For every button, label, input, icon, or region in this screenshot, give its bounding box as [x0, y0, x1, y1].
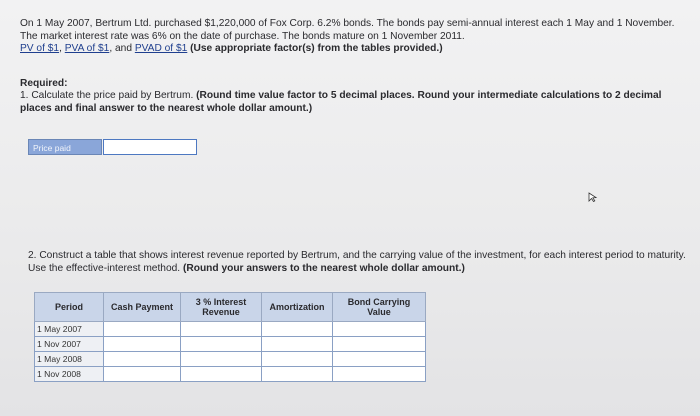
part2-instruction: 2. Construct a table that shows interest revenue reported by Bertrum, and the carrying value of the investment, for each interest period to maturity. Use the effective-interest method. (Round your answers to the nearest whole dollar amount.) — [28, 250, 686, 274]
interest-revenue-input[interactable] — [181, 352, 262, 367]
pva-link[interactable]: PVA of $1 — [64, 43, 110, 54]
header-cash-payment: Cash Payment — [104, 293, 181, 322]
cash-payment-input[interactable] — [104, 367, 181, 382]
cash-payment-input[interactable] — [104, 337, 181, 352]
intro-text: On 1 May 2007, Bertrum Ltd. purchased $1,220,000 of Fox Corp. 6.2% bonds. The bonds pay semi-annual interest each 1 May and 1 November. The market interest rate was 6% on the date of purchase. The bonds mature on 1 November 2011. — [20, 18, 675, 42]
interest-revenue-input[interactable] — [181, 337, 262, 352]
amortization-table — [34, 292, 426, 382]
cash-payment-input[interactable] — [104, 322, 181, 337]
part1-instruction: 1. Calculate the price paid by Bertrum. (Round time value factor to 5 decimal places. Round your intermediate calculations to 2 decimal places and final answer to the nearest whole dollar amount.) — [20, 90, 662, 114]
amortization-input[interactable] — [262, 322, 333, 337]
header-bond-carrying-value: Bond Carrying Value — [333, 293, 426, 322]
header-period: Period — [35, 293, 104, 322]
amortization-input[interactable] — [262, 337, 333, 352]
carrying-value-input[interactable] — [333, 337, 426, 352]
mouse-cursor-icon — [588, 192, 598, 202]
header-amortization: Amortization — [262, 293, 333, 322]
price-paid-row — [28, 139, 197, 157]
carrying-value-input[interactable] — [333, 367, 426, 382]
period-cell: 1 Nov 2008 — [35, 367, 104, 382]
instruction-text: (Use appropriate factor(s) from the tables provided.) — [187, 43, 443, 54]
period-cell: 1 May 2007 — [35, 322, 104, 337]
carrying-value-input[interactable] — [333, 352, 426, 367]
problem-intro: On 1 May 2007, Bertrum Ltd. purchased $1,220,000 of Fox Corp. 6.2% bonds. The bonds pay semi-annual interest each 1 May and 1 November. The market interest rate was 6% on the date of purchase. The bonds mature on 1 November 2011. PV of $1, PVA of $1, and PVAD of $1 (Use appropriate factor(s) from the tables provided.) — [20, 18, 675, 54]
amortization-input[interactable] — [262, 367, 333, 382]
interest-revenue-input[interactable] — [181, 322, 262, 337]
period-cell: 1 Nov 2007 — [35, 337, 104, 352]
price-paid-label: Price paid — [28, 139, 102, 155]
interest-revenue-input[interactable] — [181, 367, 262, 382]
pvad-link[interactable]: PVAD of $1 — [134, 43, 188, 54]
table-header-row — [35, 293, 426, 322]
table-row — [35, 367, 426, 382]
table-row — [35, 322, 426, 337]
cash-payment-input[interactable] — [104, 352, 181, 367]
required-heading: Required: — [20, 78, 68, 89]
carrying-value-input[interactable] — [333, 322, 426, 337]
table-row — [35, 337, 426, 352]
amortization-input[interactable] — [262, 352, 333, 367]
pv-link[interactable]: PV of $1 — [20, 43, 60, 54]
period-cell: 1 May 2008 — [35, 352, 104, 367]
header-interest-revenue: 3 % Interest Revenue — [181, 293, 262, 322]
table-row — [35, 352, 426, 367]
price-paid-input[interactable] — [103, 139, 197, 155]
